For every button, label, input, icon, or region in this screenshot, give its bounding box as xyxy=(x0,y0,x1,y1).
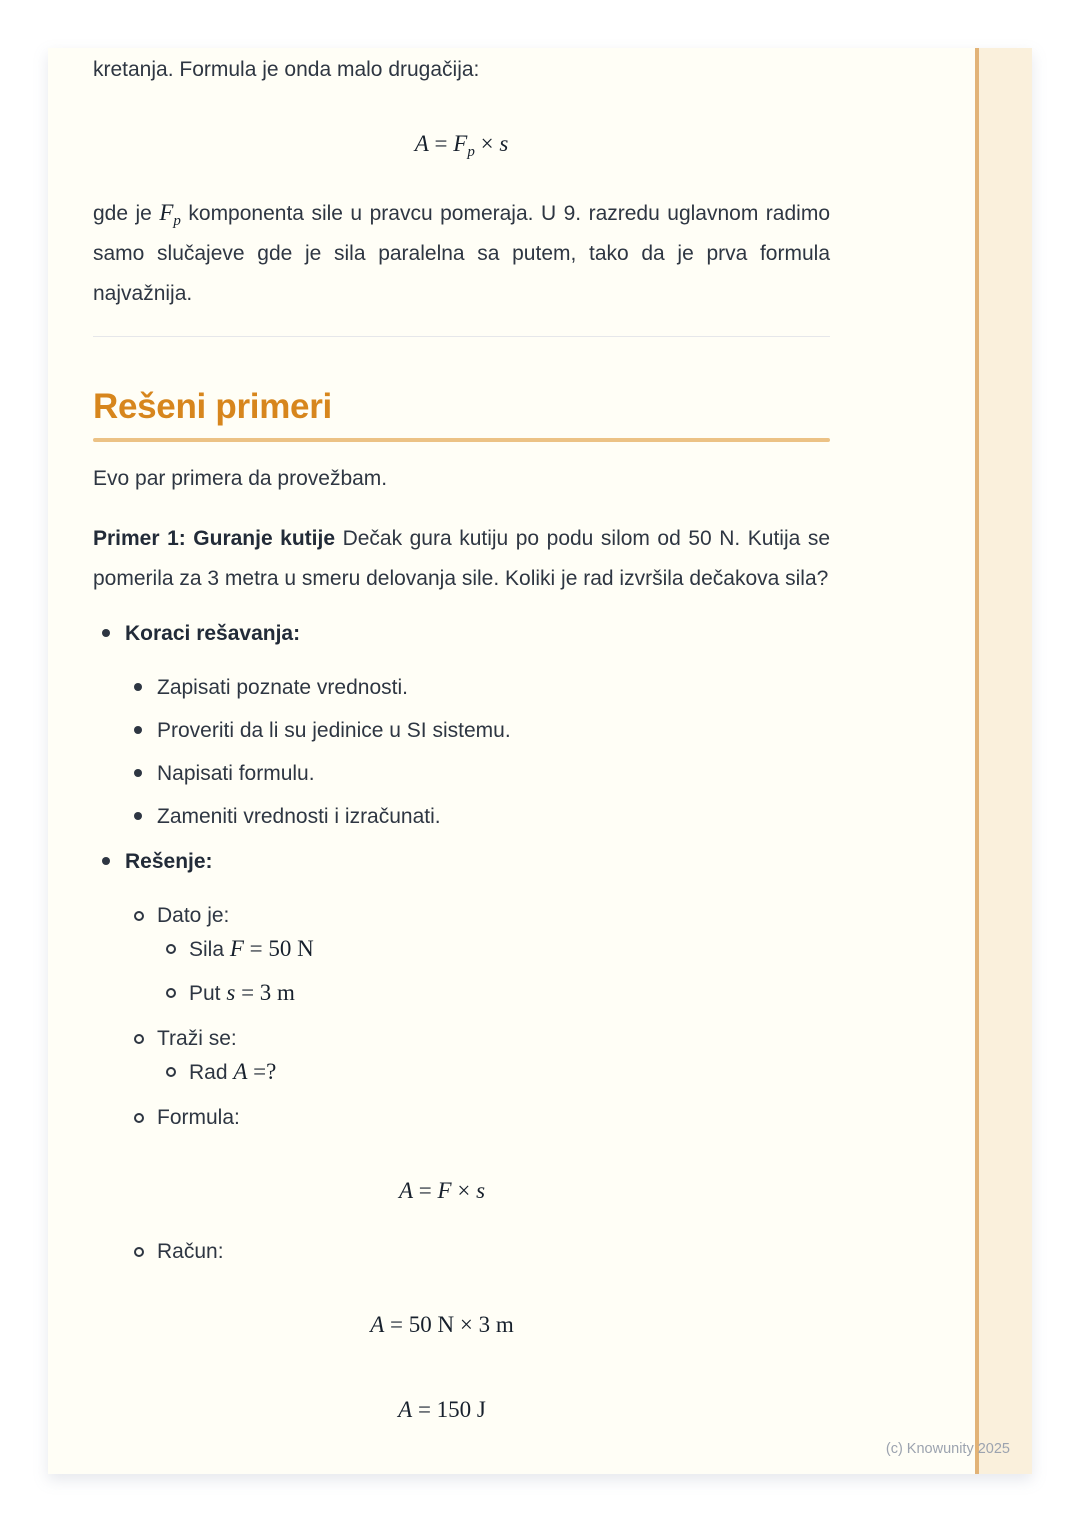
dato-label: Dato je: xyxy=(157,904,230,927)
paragraph-lead-in xyxy=(93,50,830,90)
trazi-label: Traži se: xyxy=(157,1027,237,1050)
disc-bullet-icon xyxy=(134,769,142,777)
disc-bullet-icon xyxy=(134,812,142,820)
sila-value: = 50 N xyxy=(243,936,314,961)
formula-label: Formula: xyxy=(157,1106,240,1129)
formula-times: × xyxy=(474,131,500,156)
list-item-trazi xyxy=(125,1022,830,1089)
rad-value: =? xyxy=(247,1059,277,1084)
racun-step-1 xyxy=(157,1308,727,1341)
sila-label: Sila xyxy=(189,938,230,961)
circle-bullet-icon xyxy=(166,944,176,954)
copyright-note: (c) Knowunity 2025 xyxy=(885,1441,1010,1457)
lead-in-text: kretanja. Formula je onda malo drugačija: xyxy=(93,58,480,81)
section-heading: Rešeni primeri xyxy=(93,387,332,426)
trazi-sublist xyxy=(157,1055,830,1089)
section-intro-text xyxy=(93,459,830,499)
list-item xyxy=(125,714,830,747)
list-item-formula xyxy=(125,1101,830,1207)
list-item-dato xyxy=(125,899,830,1010)
list-item-racun xyxy=(125,1235,830,1426)
koraci-step: Zameniti vrednosti i izračunati. xyxy=(157,805,441,828)
list-item-resenje xyxy=(93,845,830,1426)
formula-var-a: A xyxy=(414,131,429,156)
list-item xyxy=(125,757,830,790)
racun2-value: = 150 J xyxy=(412,1397,486,1422)
heading-underline xyxy=(93,438,830,442)
racun1-value: = 50 N × 3 m xyxy=(384,1312,514,1337)
koraci-title: Koraci rešavanja: xyxy=(125,622,301,645)
racun-label: Račun: xyxy=(157,1240,224,1263)
formula-equals: = xyxy=(428,131,454,156)
disc-bullet-icon xyxy=(134,726,142,734)
dato-sublist xyxy=(157,932,830,1010)
explanation-pre: gde je xyxy=(93,202,160,225)
put-value: = 3 m xyxy=(235,980,295,1005)
circle-bullet-icon xyxy=(134,1113,144,1123)
disc-bullet-icon xyxy=(102,857,110,865)
inline-subscript-p: p xyxy=(173,213,181,229)
koraci-step: Zapisati poznate vrednosti. xyxy=(157,676,408,699)
koraci-step: Napisati formulu. xyxy=(157,762,315,785)
koraci-sublist xyxy=(125,671,830,833)
formula-var-s: s xyxy=(476,1178,486,1203)
racun2-var-a: A xyxy=(398,1397,413,1422)
sila-var: F xyxy=(229,936,244,961)
resenje-title: Rešenje: xyxy=(125,850,213,873)
primer-paragraph xyxy=(93,519,830,599)
formula-equals: = xyxy=(413,1178,438,1203)
page-content xyxy=(93,48,830,1454)
section-divider xyxy=(93,336,830,337)
circle-bullet-icon xyxy=(134,911,144,921)
formula-var-a: A xyxy=(398,1178,414,1203)
formula-var-f: F xyxy=(453,131,468,156)
list-item-rad xyxy=(157,1055,830,1089)
primer-text: Dečak gura kutiju po podu silom od 50 N. Kutija se pomerila za 3 metra u smeru delovanja sile. Koliki je rad izvršila dečakova sila? xyxy=(93,527,831,590)
right-accent-band xyxy=(975,48,1032,1474)
formula-fp xyxy=(93,127,830,160)
formula-subscript-p: p xyxy=(467,144,475,160)
racun1-var-a: A xyxy=(370,1312,385,1337)
formula-afs xyxy=(157,1174,727,1207)
explanation-post: komponenta sile u pravcu pomeraja. U 9. razredu uglavnom radimo samo slučajeve gde je sila paralelna sa putem, tako da je prva formula najvažnija. xyxy=(93,202,830,305)
circle-bullet-icon xyxy=(166,1067,176,1077)
list-item xyxy=(125,671,830,704)
formula-var-f: F xyxy=(437,1178,452,1203)
primer-title: Primer 1: Guranje kutije xyxy=(93,527,336,550)
koraci-step: Proveriti da li su jedinice u SI sistemu. xyxy=(157,719,511,742)
main-list xyxy=(93,617,830,1426)
section-intro-span: Evo par primera da provežbam. xyxy=(93,467,388,490)
circle-bullet-icon xyxy=(166,988,176,998)
racun-step-2 xyxy=(157,1393,727,1426)
formula-times: × xyxy=(451,1178,477,1203)
list-item-put xyxy=(157,976,830,1010)
inline-var-f: F xyxy=(159,200,174,225)
list-item xyxy=(125,800,830,833)
formula-var-s: s xyxy=(499,131,509,156)
put-label: Put xyxy=(189,982,227,1005)
document-page xyxy=(48,48,1032,1474)
paragraph-explanation xyxy=(93,193,830,314)
resenje-sublist xyxy=(125,899,830,1426)
circle-bullet-icon xyxy=(134,1247,144,1257)
list-item-sila xyxy=(157,932,830,966)
put-var: s xyxy=(226,980,236,1005)
circle-bullet-icon xyxy=(134,1034,144,1044)
disc-bullet-icon xyxy=(102,629,110,637)
rad-var: A xyxy=(233,1059,248,1084)
list-item-koraci xyxy=(93,617,830,833)
disc-bullet-icon xyxy=(134,683,142,691)
rad-label: Rad xyxy=(189,1061,234,1084)
